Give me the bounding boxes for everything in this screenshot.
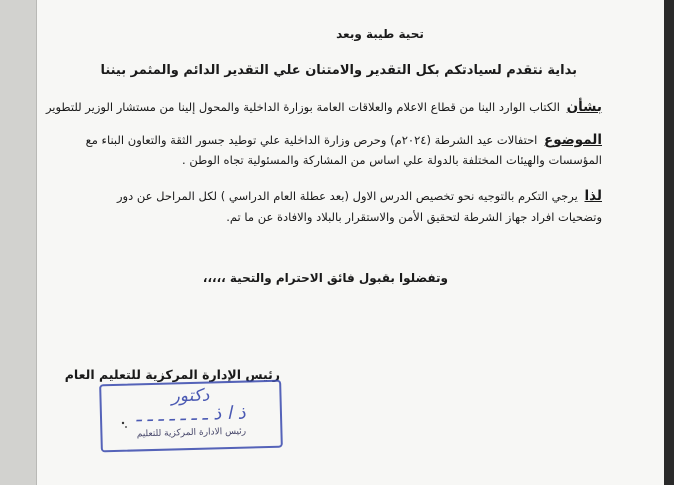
- subject-text-1: احتفالات عيد الشرطة (٢٠٢٤م) وحرص وزارة الداخلية علي توطيد جسور الثقة والتعاون البناء مع: [85, 133, 538, 147]
- signature-title: رئيس الإدارة المركزية للتعليم العام: [64, 367, 280, 382]
- closing-statement: وتفضلوا بقبول فائق الاحترام والتحية ،،،،،: [202, 271, 448, 285]
- subject-text-2: المؤسسات والهيئات المختلفة بالدولة علي اساس من المشاركة والمسئولية تجاه الوطن .: [182, 153, 602, 167]
- request-line-1: [117, 188, 602, 204]
- stamp-line-3: رئيس الادارة المركزية للتعليم: [136, 426, 247, 440]
- subject-line-2: [182, 153, 602, 167]
- stamp-line-1: دكتور: [171, 385, 210, 407]
- regarding-text: الكتاب الوارد الينا من قطاع الاعلام والعلاقات العامة بوزارة الداخلية والمحول إلينا من مستشار الوزير للتطوير: [45, 100, 560, 114]
- request-text-1: يرجي التكرم بالتوجيه نحو تخصيص الدرس الاول (بعد عطلة العام الدراسي ) لكل المراحل عن دور: [116, 189, 578, 203]
- opening-statement: بداية نتقدم لسيادتكم بكل التقدير والامتنان علي التقدير الدائم والمثمر بيننا: [100, 63, 577, 78]
- request-line-2: [226, 210, 602, 224]
- subject-line-1: [86, 132, 602, 148]
- stamp-line-2: ذ ا ذ ـ ـ ـ ـ ـ ـ ـ: [135, 402, 246, 427]
- subject-label: الموضوع: [544, 132, 602, 148]
- regarding-line: [46, 99, 602, 115]
- ink-specks: [120, 420, 130, 430]
- official-stamp: [99, 380, 283, 453]
- request-label: لذا: [584, 188, 602, 204]
- regarding-label: بشأن: [566, 99, 602, 115]
- right-border: [664, 0, 674, 485]
- request-text-2: وتضحيات افراد جهاز الشرطة لتحقيق الأمن والاستقرار بالبلاد والافادة عن ما تم.: [226, 210, 602, 224]
- greeting: تحية طيبة وبعد: [336, 27, 424, 41]
- left-margin-strip: [0, 0, 37, 485]
